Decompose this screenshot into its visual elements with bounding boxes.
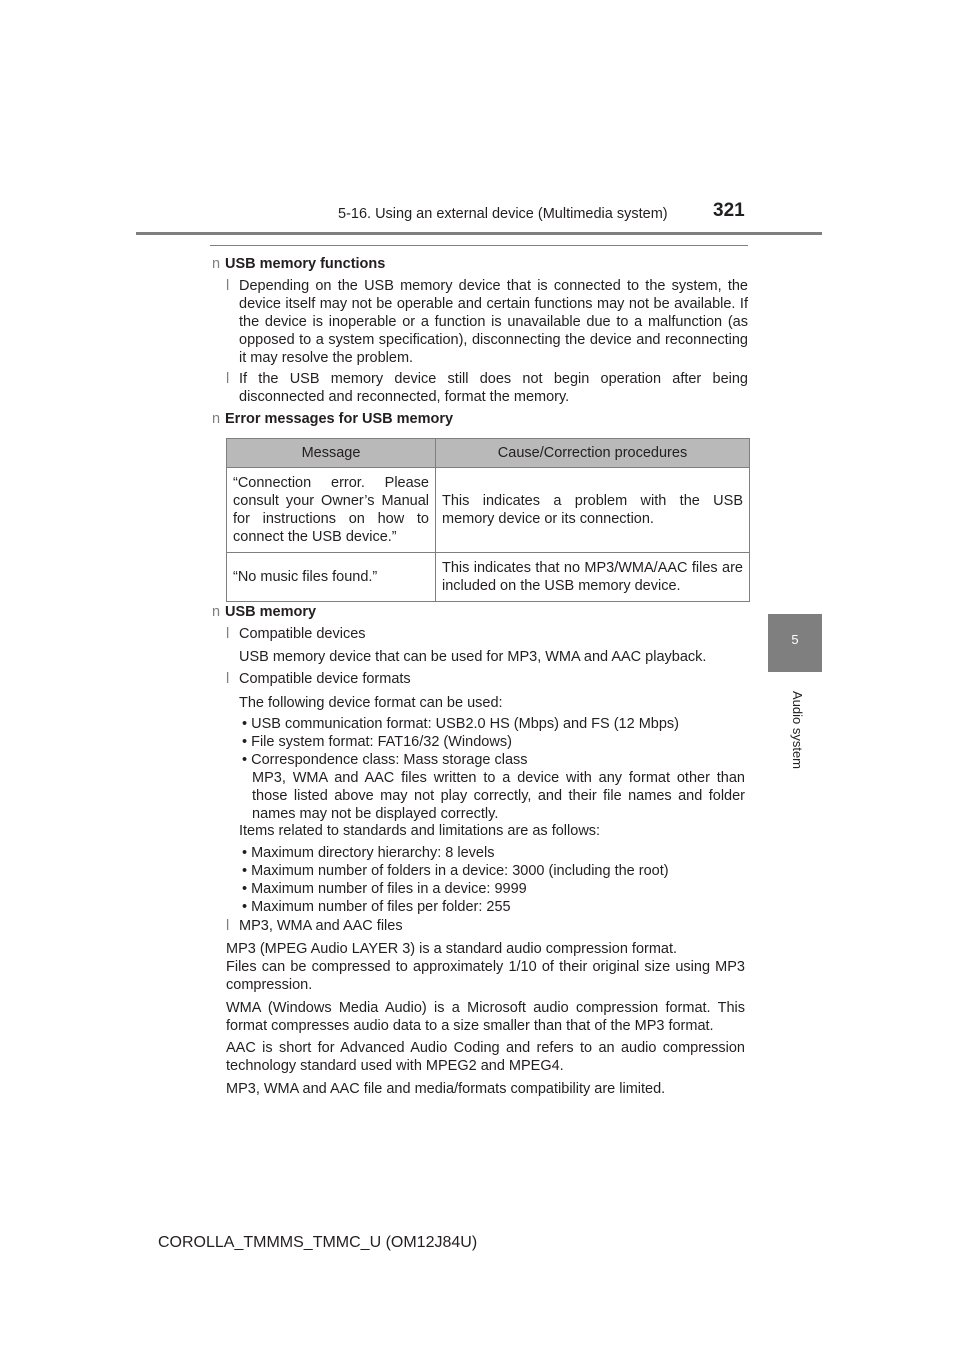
formats-intro: The following device format can be used: — [239, 695, 503, 711]
files-paragraph-5: MP3, WMA and AAC file and media/formats compatibility are limited. — [226, 1081, 666, 1097]
table-row — [227, 468, 750, 553]
limits-list — [242, 844, 669, 916]
bullet-marker: l — [226, 371, 230, 387]
table-header-message: Message — [227, 439, 436, 468]
table-header-row — [227, 439, 750, 468]
usb-functions-bullet-2: l If the USB memory device still does not begin operation after being disconnected and reconnected, format the memory. — [226, 371, 748, 405]
table-cell-message: “Connection error. Please consult your Owner’s Manual for instructions on how to connect the USB device.” — [227, 468, 436, 553]
limits-intro: Items related to standards and limitations are as follows: — [239, 823, 601, 839]
chapter-title: 5-16. Using an external device (Multimedia system) — [338, 206, 668, 222]
files-paragraph-1: MP3 (MPEG Audio LAYER 3) is a standard audio compression format. — [226, 941, 678, 957]
files-heading: l MP3, WMA and AAC files — [226, 918, 403, 934]
section-heading-usb-functions: n USB memory functions — [212, 256, 386, 272]
list-item: • Maximum number of files in a device: 9999 — [242, 881, 527, 897]
heading-marker: n — [212, 256, 221, 272]
table-row — [227, 553, 750, 602]
files-paragraph-4: AAC is short for Advanced Audio Coding and refers to an audio compression technology standard used with MPEG2 and MPEG4. — [226, 1040, 745, 1074]
list-item: • USB communication format: USB2.0 HS (Mbps) and FS (12 Mbps) — [242, 716, 680, 732]
table-cell-message: “No music files found.” — [227, 553, 436, 602]
list-item: • File system format: FAT16/32 (Windows) — [242, 734, 512, 750]
section-heading-error-messages: n Error messages for USB memory — [212, 411, 454, 427]
usb-functions-bullet-1: l Depending on the USB memory device that is connected to the system, the device itself may not be operable and certain functions may not be available. If the device is inoperable or a function is unavailable due to a malfunction (as opposed to a system specification), disconnecting the device and reconnecting it may resolve the problem. — [226, 278, 748, 366]
bullet-marker: l — [226, 278, 230, 294]
document-code-footer: COROLLA_TMMMS_TMMC_U (OM12J84U) — [158, 1234, 478, 1251]
files-paragraph-2: Files can be compressed to approximately 1/10 of their original size using MP3 compression. — [226, 959, 745, 993]
table-cell-cause: This indicates a problem with the USB memory device or its connection. — [436, 468, 750, 553]
list-item: • Maximum number of files per folder: 255 — [242, 899, 511, 915]
heading-marker: n — [212, 411, 221, 427]
bullet-marker: l — [226, 626, 230, 642]
formats-list — [242, 715, 679, 769]
compatible-devices-text: USB memory device that can be used for MP3, WMA and AAC playback. — [239, 649, 707, 665]
bullet-marker: l — [226, 918, 230, 934]
compatible-formats-label: l Compatible device formats — [226, 671, 411, 687]
compatible-devices-label: l Compatible devices — [226, 626, 366, 642]
section-heading-usb-memory: n USB memory — [212, 604, 317, 620]
table-cell-cause: This indicates that no MP3/WMA/AAC files are included on the USB memory device. — [436, 553, 750, 602]
page-number: 321 — [713, 200, 745, 221]
list-item: • Maximum directory hierarchy: 8 levels — [242, 845, 495, 861]
heading-marker: n — [212, 604, 221, 620]
bullet-marker: l — [226, 671, 230, 687]
chapter-tab: 5 — [768, 614, 822, 672]
header-rule — [136, 232, 822, 235]
formats-note: MP3, WMA and AAC files written to a device with any format other than those listed above may not play correctly, and their file names and folder names may not be displayed correctly. — [252, 770, 745, 822]
section-rule — [210, 245, 748, 246]
error-messages-table — [226, 438, 750, 602]
chapter-tab-label: Audio system — [790, 690, 805, 770]
list-item: • Maximum number of folders in a device: 3000 (including the root) — [242, 863, 669, 879]
files-paragraph-3: WMA (Windows Media Audio) is a Microsoft audio compression format. This format compresses audio data to a size smaller than that of the MP3 format. — [226, 1000, 745, 1034]
list-item: • Correspondence class: Mass storage class — [242, 752, 528, 768]
table-header-cause: Cause/Correction procedures — [436, 439, 750, 468]
